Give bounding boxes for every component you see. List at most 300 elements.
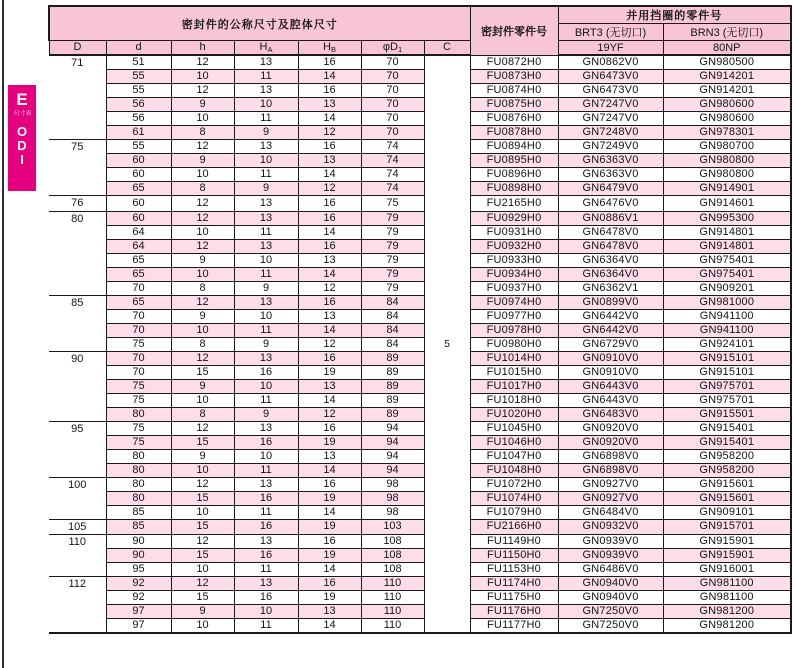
- cell-brn3-part-no: GN924101: [663, 337, 791, 351]
- cell-phiD1: 79: [361, 211, 424, 225]
- cell-d: 64: [106, 225, 171, 239]
- cell-h: 10: [171, 563, 234, 577]
- cell-HA: 9: [234, 281, 298, 295]
- cell-HB: 14: [298, 463, 361, 477]
- cell-brt3-part-no: GN6478V0: [558, 225, 663, 239]
- cell-d: 61: [106, 126, 171, 140]
- cell-phiD1: 98: [361, 491, 424, 505]
- cell-HA: 10: [234, 449, 298, 463]
- cell-brn3-part-no: GN975401: [663, 267, 791, 281]
- cell-d: 56: [106, 98, 171, 112]
- cell-d: 60: [106, 196, 171, 212]
- table-row: [49, 70, 791, 84]
- cell-seal-part-no: FU0929H0: [470, 211, 558, 225]
- cell-phiD1: 84: [361, 323, 424, 337]
- cell-h: 10: [171, 267, 234, 281]
- table-row: [49, 211, 791, 225]
- cell-phiD1: 110: [361, 619, 424, 634]
- cell-d: 80: [106, 449, 171, 463]
- cell-seal-part-no: FU2165H0: [470, 196, 558, 212]
- cell-HB: 14: [298, 619, 361, 634]
- cell-HA: 9: [234, 182, 298, 196]
- cell-HA: 11: [234, 168, 298, 182]
- cell-brt3-part-no: GN6483V0: [558, 407, 663, 421]
- cell-d: 85: [106, 519, 171, 535]
- cell-seal-part-no: FU0898H0: [470, 182, 558, 196]
- cell-h: 10: [171, 225, 234, 239]
- table-row: [49, 309, 791, 323]
- cell-HB: 16: [298, 55, 361, 70]
- cell-HA: 13: [234, 577, 298, 591]
- table-row: [49, 253, 791, 267]
- cell-phiD1: 103: [361, 519, 424, 535]
- cell-brt3-part-no: GN6898V0: [558, 449, 663, 463]
- cell-brn3-part-no: GN914601: [663, 196, 791, 212]
- cell-HB: 14: [298, 112, 361, 126]
- cell-HA: 9: [234, 337, 298, 351]
- table-row: [49, 505, 791, 519]
- cell-d: 60: [106, 211, 171, 225]
- cell-seal-part-no: FU1175H0: [470, 591, 558, 605]
- table-row: [49, 449, 791, 463]
- cell-brt3-part-no: GN6479V0: [558, 182, 663, 196]
- cell-HA: 16: [234, 591, 298, 605]
- cell-phiD1: 79: [361, 281, 424, 295]
- cell-HB: 16: [298, 84, 361, 98]
- cell-seal-part-no: FU1149H0: [470, 535, 558, 549]
- table-row: [49, 421, 791, 435]
- cell-HB: 19: [298, 435, 361, 449]
- cell-brt3-part-no: GN0932V0: [558, 519, 663, 535]
- cell-d: 75: [106, 435, 171, 449]
- table-row: [49, 393, 791, 407]
- cell-phiD1: 84: [361, 309, 424, 323]
- cell-d: 97: [106, 619, 171, 634]
- cell-seal-part-no: FU0874H0: [470, 84, 558, 98]
- table-row: [49, 267, 791, 281]
- cell-seal-part-no: FU0977H0: [470, 309, 558, 323]
- cell-brn3-part-no: GN975701: [663, 393, 791, 407]
- cell-brt3-part-no: GN6484V0: [558, 505, 663, 519]
- dims-title-header: 密封件的公称尺寸及腔体尺寸: [49, 6, 470, 41]
- cell-phiD1: 74: [361, 140, 424, 154]
- cell-brn3-part-no: GN915101: [663, 365, 791, 379]
- cell-brt3-part-no: GN0920V0: [558, 421, 663, 435]
- cell-D-group: 100: [49, 477, 106, 519]
- cell-HA: 11: [234, 619, 298, 634]
- cell-HA: 10: [234, 309, 298, 323]
- cell-h: 12: [171, 295, 234, 309]
- cell-HA: 16: [234, 519, 298, 535]
- cell-HB: 14: [298, 393, 361, 407]
- cell-brn3-part-no: GN975401: [663, 253, 791, 267]
- cell-HA: 11: [234, 112, 298, 126]
- cell-seal-part-no: FU0980H0: [470, 337, 558, 351]
- cell-brt3-part-no: GN0927V0: [558, 477, 663, 491]
- cell-phiD1: 89: [361, 379, 424, 393]
- table-row: [49, 605, 791, 619]
- cell-brt3-part-no: GN6898V0: [558, 463, 663, 477]
- cell-phiD1: 70: [361, 98, 424, 112]
- cell-brn3-part-no: GN909101: [663, 505, 791, 519]
- cell-h: 15: [171, 435, 234, 449]
- cell-brn3-part-no: GN995300: [663, 211, 791, 225]
- cell-seal-part-no: FU0933H0: [470, 253, 558, 267]
- cell-d: 97: [106, 605, 171, 619]
- cell-seal-part-no: FU0974H0: [470, 295, 558, 309]
- section-tab-e-odi: [8, 85, 36, 191]
- cell-brn3-part-no: GN915601: [663, 477, 791, 491]
- cell-d: 75: [106, 393, 171, 407]
- table-row: [49, 365, 791, 379]
- cell-d: 60: [106, 168, 171, 182]
- cell-h: 12: [171, 140, 234, 154]
- cell-seal-part-no: FU0894H0: [470, 140, 558, 154]
- cell-HB: 19: [298, 519, 361, 535]
- ring-type-brt3-header: BRT3 (无切口): [558, 24, 663, 41]
- table-row: [49, 168, 791, 182]
- cell-phiD1: 79: [361, 239, 424, 253]
- cell-brt3-part-no: GN7250V0: [558, 619, 663, 634]
- cell-seal-part-no: FU1046H0: [470, 435, 558, 449]
- cell-HB: 16: [298, 239, 361, 253]
- table-row: [49, 351, 791, 365]
- table-row: [49, 563, 791, 577]
- cell-brn3-part-no: GN980700: [663, 140, 791, 154]
- cell-HA: 10: [234, 154, 298, 168]
- cell-seal-part-no: FU0978H0: [470, 323, 558, 337]
- cell-HA: 11: [234, 563, 298, 577]
- cell-D-group: 90: [49, 351, 106, 421]
- cell-phiD1: 89: [361, 365, 424, 379]
- cell-phiD1: 70: [361, 70, 424, 84]
- cell-brt3-part-no: GN6473V0: [558, 70, 663, 84]
- cell-brt3-part-no: GN6729V0: [558, 337, 663, 351]
- cell-h: 15: [171, 549, 234, 563]
- cell-seal-part-no: FU0932H0: [470, 239, 558, 253]
- cell-d: 70: [106, 365, 171, 379]
- cell-HA: 10: [234, 98, 298, 112]
- cell-HA: 16: [234, 365, 298, 379]
- cell-h: 10: [171, 619, 234, 634]
- cell-brt3-part-no: GN6442V0: [558, 323, 663, 337]
- cell-D-group: 112: [49, 577, 106, 634]
- col-header-d: d: [106, 41, 171, 56]
- cell-phiD1: 110: [361, 577, 424, 591]
- cell-HB: 19: [298, 365, 361, 379]
- cell-h: 15: [171, 491, 234, 505]
- cell-brn3-part-no: GN941100: [663, 309, 791, 323]
- cell-brt3-part-no: GN0920V0: [558, 435, 663, 449]
- cell-brt3-part-no: GN0939V0: [558, 535, 663, 549]
- cell-brt3-part-no: GN6364V0: [558, 267, 663, 281]
- cell-h: 12: [171, 421, 234, 435]
- cell-HA: 13: [234, 140, 298, 154]
- table-row: [49, 519, 791, 535]
- cell-brn3-part-no: GN916001: [663, 563, 791, 577]
- cell-seal-part-no: FU1045H0: [470, 421, 558, 435]
- cell-HA: 11: [234, 225, 298, 239]
- table-row: [49, 281, 791, 295]
- cell-brn3-part-no: GN980800: [663, 154, 791, 168]
- cell-HB: 13: [298, 379, 361, 393]
- cell-h: 9: [171, 98, 234, 112]
- table-row: [49, 407, 791, 421]
- col-header-HA: $H_A$: [234, 41, 298, 56]
- cell-HB: 12: [298, 182, 361, 196]
- table-row: [49, 55, 791, 70]
- cell-HA: 13: [234, 196, 298, 212]
- cell-HB: 16: [298, 535, 361, 549]
- cell-brn3-part-no: GN981100: [663, 577, 791, 591]
- cell-seal-part-no: FU2166H0: [470, 519, 558, 535]
- cell-brn3-part-no: GN958200: [663, 449, 791, 463]
- cell-h: 8: [171, 337, 234, 351]
- cell-d: 70: [106, 351, 171, 365]
- cell-brt3-part-no: GN7247V0: [558, 98, 663, 112]
- cell-d: 80: [106, 477, 171, 491]
- cell-d: 80: [106, 463, 171, 477]
- cell-phiD1: 108: [361, 549, 424, 563]
- cell-brn3-part-no: GN915401: [663, 421, 791, 435]
- cell-seal-part-no: FU0937H0: [470, 281, 558, 295]
- cell-d: 60: [106, 154, 171, 168]
- cell-brt3-part-no: GN6364V0: [558, 253, 663, 267]
- cell-d: 65: [106, 182, 171, 196]
- cell-phiD1: 79: [361, 225, 424, 239]
- cell-seal-part-no: FU0873H0: [470, 70, 558, 84]
- cell-HB: 14: [298, 168, 361, 182]
- cell-brn3-part-no: GN914201: [663, 70, 791, 84]
- ring-type-brn3-header: BRN3 (无切口): [663, 24, 791, 41]
- cell-HB: 16: [298, 196, 361, 212]
- cell-h: 10: [171, 463, 234, 477]
- cell-h: 9: [171, 449, 234, 463]
- cell-HB: 12: [298, 126, 361, 140]
- cell-brt3-part-no: GN7247V0: [558, 112, 663, 126]
- cell-seal-part-no: FU1150H0: [470, 549, 558, 563]
- table-row: [49, 154, 791, 168]
- cell-brt3-part-no: GN0910V0: [558, 365, 663, 379]
- cell-HB: 14: [298, 323, 361, 337]
- table-row: [49, 239, 791, 253]
- table-row: [49, 379, 791, 393]
- cell-brn3-part-no: GN981000: [663, 295, 791, 309]
- table-body: [49, 55, 791, 633]
- cell-phiD1: 94: [361, 435, 424, 449]
- cell-seal-part-no: FU1015H0: [470, 365, 558, 379]
- cell-d: 85: [106, 505, 171, 519]
- cell-h: 12: [171, 84, 234, 98]
- cell-HB: 12: [298, 337, 361, 351]
- cell-h: 12: [171, 351, 234, 365]
- cell-brt3-part-no: GN7248V0: [558, 126, 663, 140]
- cell-d: 70: [106, 281, 171, 295]
- table-row: [49, 577, 791, 591]
- cell-brn3-part-no: GN915601: [663, 491, 791, 505]
- cell-phiD1: 70: [361, 126, 424, 140]
- cell-brt3-part-no: GN6442V0: [558, 309, 663, 323]
- cell-seal-part-no: FU0934H0: [470, 267, 558, 281]
- cell-HB: 16: [298, 211, 361, 225]
- cell-HA: 13: [234, 211, 298, 225]
- cell-HA: 13: [234, 84, 298, 98]
- cell-phiD1: 89: [361, 351, 424, 365]
- cell-HA: 13: [234, 239, 298, 253]
- cell-h: 12: [171, 535, 234, 549]
- section-small-label: 尺寸表: [13, 110, 31, 117]
- cell-HA: 11: [234, 267, 298, 281]
- cell-d: 70: [106, 309, 171, 323]
- cell-brn3-part-no: GN980600: [663, 112, 791, 126]
- cell-brn3-part-no: GN914201: [663, 84, 791, 98]
- cell-phiD1: 94: [361, 449, 424, 463]
- cell-brt3-part-no: GN6363V0: [558, 154, 663, 168]
- cell-brn3-part-no: GN981200: [663, 605, 791, 619]
- cell-brn3-part-no: GN975701: [663, 379, 791, 393]
- cell-d: 92: [106, 577, 171, 591]
- table-row: [49, 463, 791, 477]
- section-letter: E: [16, 90, 28, 109]
- seal-dimension-table: [48, 5, 792, 634]
- cell-seal-part-no: FU1018H0: [470, 393, 558, 407]
- table-row: [49, 126, 791, 140]
- cell-brn3-part-no: GN981200: [663, 619, 791, 634]
- cell-brt3-part-no: GN0910V0: [558, 351, 663, 365]
- cell-brn3-part-no: GN914801: [663, 225, 791, 239]
- cell-HA: 11: [234, 393, 298, 407]
- cell-h: 10: [171, 323, 234, 337]
- section-vertical-letters: [17, 125, 27, 167]
- table-row: [49, 337, 791, 351]
- vertical-letter: I: [20, 152, 24, 167]
- cell-seal-part-no: FU1017H0: [470, 379, 558, 393]
- cell-d: 75: [106, 421, 171, 435]
- cell-HB: 13: [298, 605, 361, 619]
- cell-d: 64: [106, 239, 171, 253]
- cell-brn3-part-no: GN980800: [663, 168, 791, 182]
- cell-HB: 16: [298, 140, 361, 154]
- cell-d: 75: [106, 337, 171, 351]
- cell-d: 65: [106, 295, 171, 309]
- cell-D-group: 105: [49, 519, 106, 535]
- cell-D-group: 75: [49, 140, 106, 196]
- cell-HB: 14: [298, 225, 361, 239]
- cell-phiD1: 84: [361, 295, 424, 309]
- cell-phiD1: 98: [361, 477, 424, 491]
- cell-HB: 13: [298, 253, 361, 267]
- col-header-D: D: [49, 41, 106, 56]
- cell-phiD1: 70: [361, 55, 424, 70]
- cell-brt3-part-no: GN0940V0: [558, 577, 663, 591]
- cell-h: 12: [171, 211, 234, 225]
- cell-h: 9: [171, 379, 234, 393]
- cell-brt3-part-no: GN0862V0: [558, 55, 663, 70]
- cell-phiD1: 94: [361, 421, 424, 435]
- cell-D-group: 76: [49, 196, 106, 212]
- cell-brt3-part-no: GN6473V0: [558, 84, 663, 98]
- cell-phiD1: 79: [361, 267, 424, 281]
- cell-HB: 16: [298, 477, 361, 491]
- cell-phiD1: 84: [361, 337, 424, 351]
- table-row: [49, 196, 791, 212]
- cell-phiD1: 110: [361, 605, 424, 619]
- cell-phiD1: 108: [361, 563, 424, 577]
- cell-brn3-part-no: GN915701: [663, 519, 791, 535]
- table-row: [49, 112, 791, 126]
- page-edge-rule: [2, 0, 4, 668]
- cell-brn3-part-no: GN909201: [663, 281, 791, 295]
- cell-HB: 13: [298, 309, 361, 323]
- cell-brt3-part-no: GN0899V0: [558, 295, 663, 309]
- cell-brn3-part-no: GN914801: [663, 239, 791, 253]
- cell-d: 80: [106, 407, 171, 421]
- cell-d: 65: [106, 253, 171, 267]
- table-row: [49, 140, 791, 154]
- cell-seal-part-no: FU1177H0: [470, 619, 558, 634]
- cell-seal-part-no: FU1074H0: [470, 491, 558, 505]
- ring-part-header: 并用挡圈的零件号: [558, 6, 791, 24]
- cell-brn3-part-no: GN915101: [663, 351, 791, 365]
- cell-HA: 13: [234, 535, 298, 549]
- cell-phiD1: 108: [361, 535, 424, 549]
- cell-HA: 13: [234, 55, 298, 70]
- col-header-h: h: [171, 41, 234, 56]
- cell-brt3-part-no: GN6363V0: [558, 168, 663, 182]
- cell-brn3-part-no: GN915401: [663, 435, 791, 449]
- cell-HB: 16: [298, 351, 361, 365]
- cell-d: 56: [106, 112, 171, 126]
- cell-HA: 13: [234, 351, 298, 365]
- cell-brn3-part-no: GN914901: [663, 182, 791, 196]
- cell-brt3-part-no: GN6362V1: [558, 281, 663, 295]
- cell-HA: 10: [234, 253, 298, 267]
- cell-HA: 10: [234, 605, 298, 619]
- cell-phiD1: 75: [361, 196, 424, 212]
- cell-HA: 13: [234, 295, 298, 309]
- cell-d: 65: [106, 267, 171, 281]
- cell-brn3-part-no: GN981100: [663, 591, 791, 605]
- cell-seal-part-no: FU0896H0: [470, 168, 558, 182]
- table-row: [49, 84, 791, 98]
- table-row: [49, 591, 791, 605]
- col-header-C: C: [424, 41, 470, 56]
- cell-HB: 13: [298, 449, 361, 463]
- cell-d: 55: [106, 84, 171, 98]
- cell-HB: 19: [298, 549, 361, 563]
- table-row: [49, 549, 791, 563]
- cell-HB: 16: [298, 577, 361, 591]
- cell-brn3-part-no: GN915501: [663, 407, 791, 421]
- cell-h: 8: [171, 126, 234, 140]
- cell-seal-part-no: FU1048H0: [470, 463, 558, 477]
- cell-phiD1: 98: [361, 505, 424, 519]
- cell-seal-part-no: FU1047H0: [470, 449, 558, 463]
- cell-h: 9: [171, 605, 234, 619]
- cell-brt3-part-no: GN6478V0: [558, 239, 663, 253]
- cell-HB: 19: [298, 591, 361, 605]
- cell-phiD1: 89: [361, 393, 424, 407]
- cell-d: 55: [106, 140, 171, 154]
- cell-brn3-part-no: GN978301: [663, 126, 791, 140]
- cell-HB: 19: [298, 491, 361, 505]
- cell-HA: 16: [234, 435, 298, 449]
- cell-seal-part-no: FU1174H0: [470, 577, 558, 591]
- col-header-HB: $H_B$: [298, 41, 361, 56]
- cell-phiD1: 89: [361, 407, 424, 421]
- cell-h: 12: [171, 577, 234, 591]
- cell-seal-part-no: FU0876H0: [470, 112, 558, 126]
